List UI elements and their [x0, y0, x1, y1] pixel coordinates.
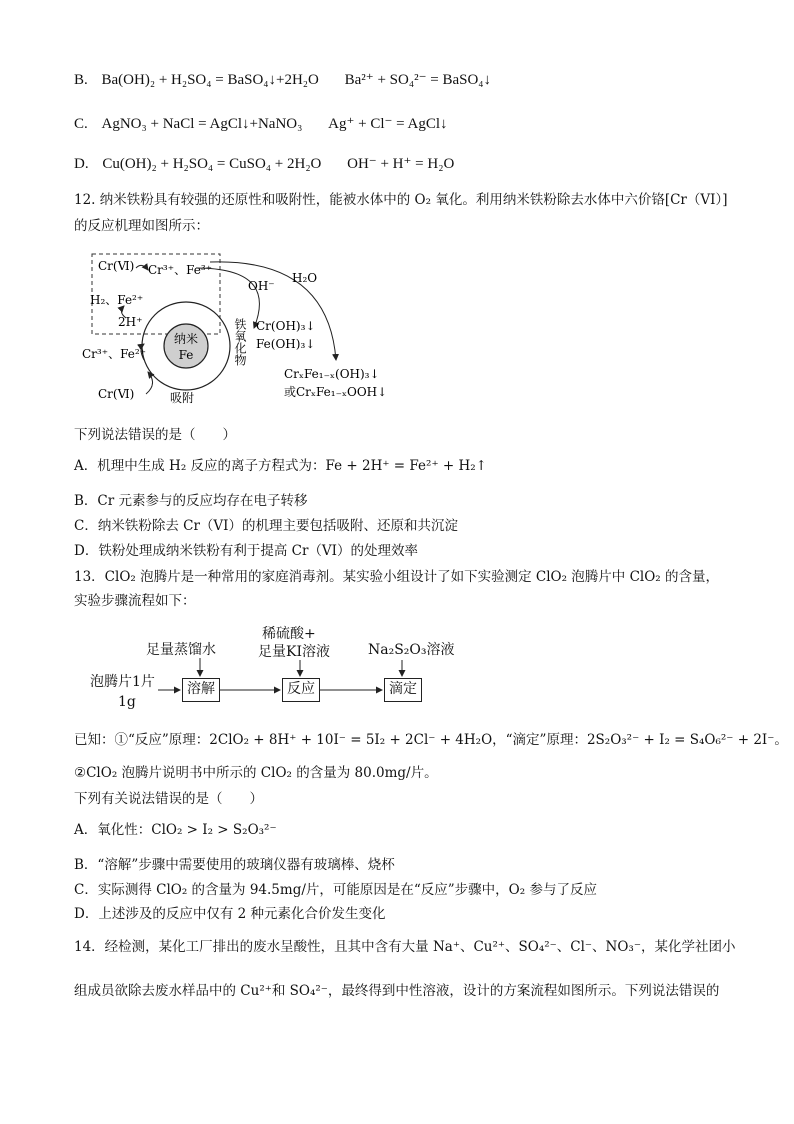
- flow-arrows: [150, 656, 440, 696]
- cr6-top-label: Cr(Ⅵ): [98, 259, 135, 273]
- ionic-equation: Ag⁺ + Cl⁻ = AgCl↓: [328, 116, 448, 132]
- start-sample-label: 泡腾片1片: [90, 674, 155, 690]
- step-titrate: 滴定: [384, 678, 422, 702]
- h-plus-label: 2H⁺: [118, 315, 143, 329]
- h2o-label: H₂O: [292, 271, 318, 285]
- nano-fe-label-1: 纳米: [173, 332, 199, 346]
- adsorption-arrow: [146, 372, 153, 394]
- cr-hydroxide-label: Cr(OH)₃↓: [256, 319, 316, 333]
- adsorb-label: 吸附: [170, 391, 195, 405]
- coprecipitate-label-2: 或CrₓFe₁₋ₓOOH↓: [284, 385, 388, 399]
- q13-option-c: C．实际测得 ClO₂ 的含量为 94.5mg/片，可能原因是在“反应”步骤中，O₂ 参与了反应: [74, 882, 597, 898]
- cr3-fe3-label: Cr³⁺、Fe³⁺: [148, 263, 212, 277]
- q14-line2: 组成员欲除去废水样品中的 Cu²⁺和 SO₄²⁻，最终得到中性溶液，设计的方案流程如图所示。下列说法错误的: [74, 983, 720, 999]
- option-c: [74, 114, 448, 134]
- start-mass-label: 1g: [118, 694, 136, 710]
- q13-known-line1: 已知：①“反应”原理：2ClO₂ + 8H⁺ + 10I⁻ = 5I₂ + 2Cl⁻ + 4H₂O，“滴定”原理：2S₂O₃²⁻ + I₂ = S₄O₆²⁻ + 2I⁻。: [74, 732, 788, 748]
- q12-stem-line1: 12. 纳米铁粉具有较强的还原性和吸附性，能被水体中的 O₂ 氧化。利用纳米铁粉除去水体中六价铬[Cr（VI）]: [74, 192, 728, 208]
- q12-stem-line2: 的反应机理如图所示：: [74, 218, 209, 234]
- option-letter: D.: [74, 156, 89, 172]
- q14-line1: 14．经检测，某化工厂排出的废水呈酸性，且其中含有大量 Na⁺、Cu²⁺、SO₄²⁻、Cl⁻、NO₃⁻，某化学社团小: [74, 939, 736, 955]
- step-react: 反应: [282, 678, 320, 702]
- step-dissolve: 溶解: [182, 678, 220, 702]
- q12-option-b: B．Cr 元素参与的反应均存在电子转移: [74, 493, 308, 509]
- q13-known-line2: ②ClO₂ 泡腾片说明书中所示的 ClO₂ 的含量为 80.0mg/片。: [74, 765, 438, 781]
- q12-question: 下列说法错误的是（ ）: [74, 427, 236, 443]
- ionic-equation: Ba²⁺ + SO₄²⁻ = BaSO₄↓: [344, 72, 492, 88]
- option-letter: C.: [74, 116, 88, 132]
- h2-fe2-label: H₂、Fe²⁺: [90, 293, 144, 307]
- option-d: [74, 154, 454, 174]
- iron-oxide-label: 铁氧化物: [233, 318, 247, 366]
- q13-option-a: A．氧化性：ClO₂ > I₂ > S₂O₃²⁻: [74, 822, 277, 838]
- option-b: [74, 70, 491, 90]
- cr6-bottom-label: Cr(Ⅵ): [98, 387, 135, 401]
- fe-hydroxide-label: Fe(OH)₃↓: [256, 337, 316, 351]
- reduction-arrow: [136, 265, 148, 270]
- ionic-equation: OH⁻ + H⁺ = H₂O: [347, 156, 455, 172]
- option-letter: B.: [74, 72, 88, 88]
- nano-fe-label-2: Fe: [178, 348, 194, 362]
- reagent-acid-label-1: 稀硫酸+: [262, 626, 316, 642]
- q13-option-d: D．上述涉及的反应中仅有 2 种元素化合价发生变化: [74, 906, 386, 922]
- q13-option-b: B．“溶解”步骤中需要使用的玻璃仪器有玻璃棒、烧杯: [74, 857, 395, 873]
- coprecipitate-label-1: CrₓFe₁₋ₓ(OH)₃↓: [284, 367, 380, 381]
- molecular-equation: AgNO₃ + NaCl = AgCl↓+NaNO₃: [101, 116, 303, 132]
- reagent-water-label: 足量蒸馏水: [146, 642, 216, 658]
- q13-stem-line1: 13．ClO₂ 泡腾片是一种常用的家庭消毒剂。某实验小组设计了如下实验测定 ClO₂ 泡腾片中 ClO₂ 的含量，: [74, 569, 720, 585]
- reagent-thiosulfate-label: Na₂S₂O₃溶液: [368, 642, 455, 658]
- q12-option-a: A．机理中生成 H₂ 反应的离子方程式为：Fe + 2H⁺ = Fe²⁺ + H₂↑: [74, 458, 487, 474]
- reaction-mechanism-diagram: [78, 248, 418, 416]
- q13-stem-line2: 实验步骤流程如下：: [74, 593, 196, 609]
- q13-question: 下列有关说法错误的是（ ）: [74, 791, 263, 807]
- q12-option-d: D．铁粉处理成纳米铁粉有利于提高 Cr（VI）的处理效率: [74, 543, 418, 559]
- reagent-acid-label-2: 足量KI溶液: [258, 644, 330, 660]
- cr3-fe2-label: Cr³⁺、Fe²⁺: [82, 347, 146, 361]
- oh-arrow: [196, 268, 259, 328]
- q12-option-c: C．纳米铁粉除去 Cr（VI）的机理主要包括吸附、还原和共沉淀: [74, 518, 458, 534]
- molecular-equation: Ba(OH)₂ + H₂SO₄ = BaSO₄↓+2H₂O: [101, 72, 319, 88]
- molecular-equation: Cu(OH)₂ + H₂SO₄ = CuSO₄ + 2H₂O: [102, 156, 322, 172]
- oh-label: OH⁻: [248, 279, 275, 293]
